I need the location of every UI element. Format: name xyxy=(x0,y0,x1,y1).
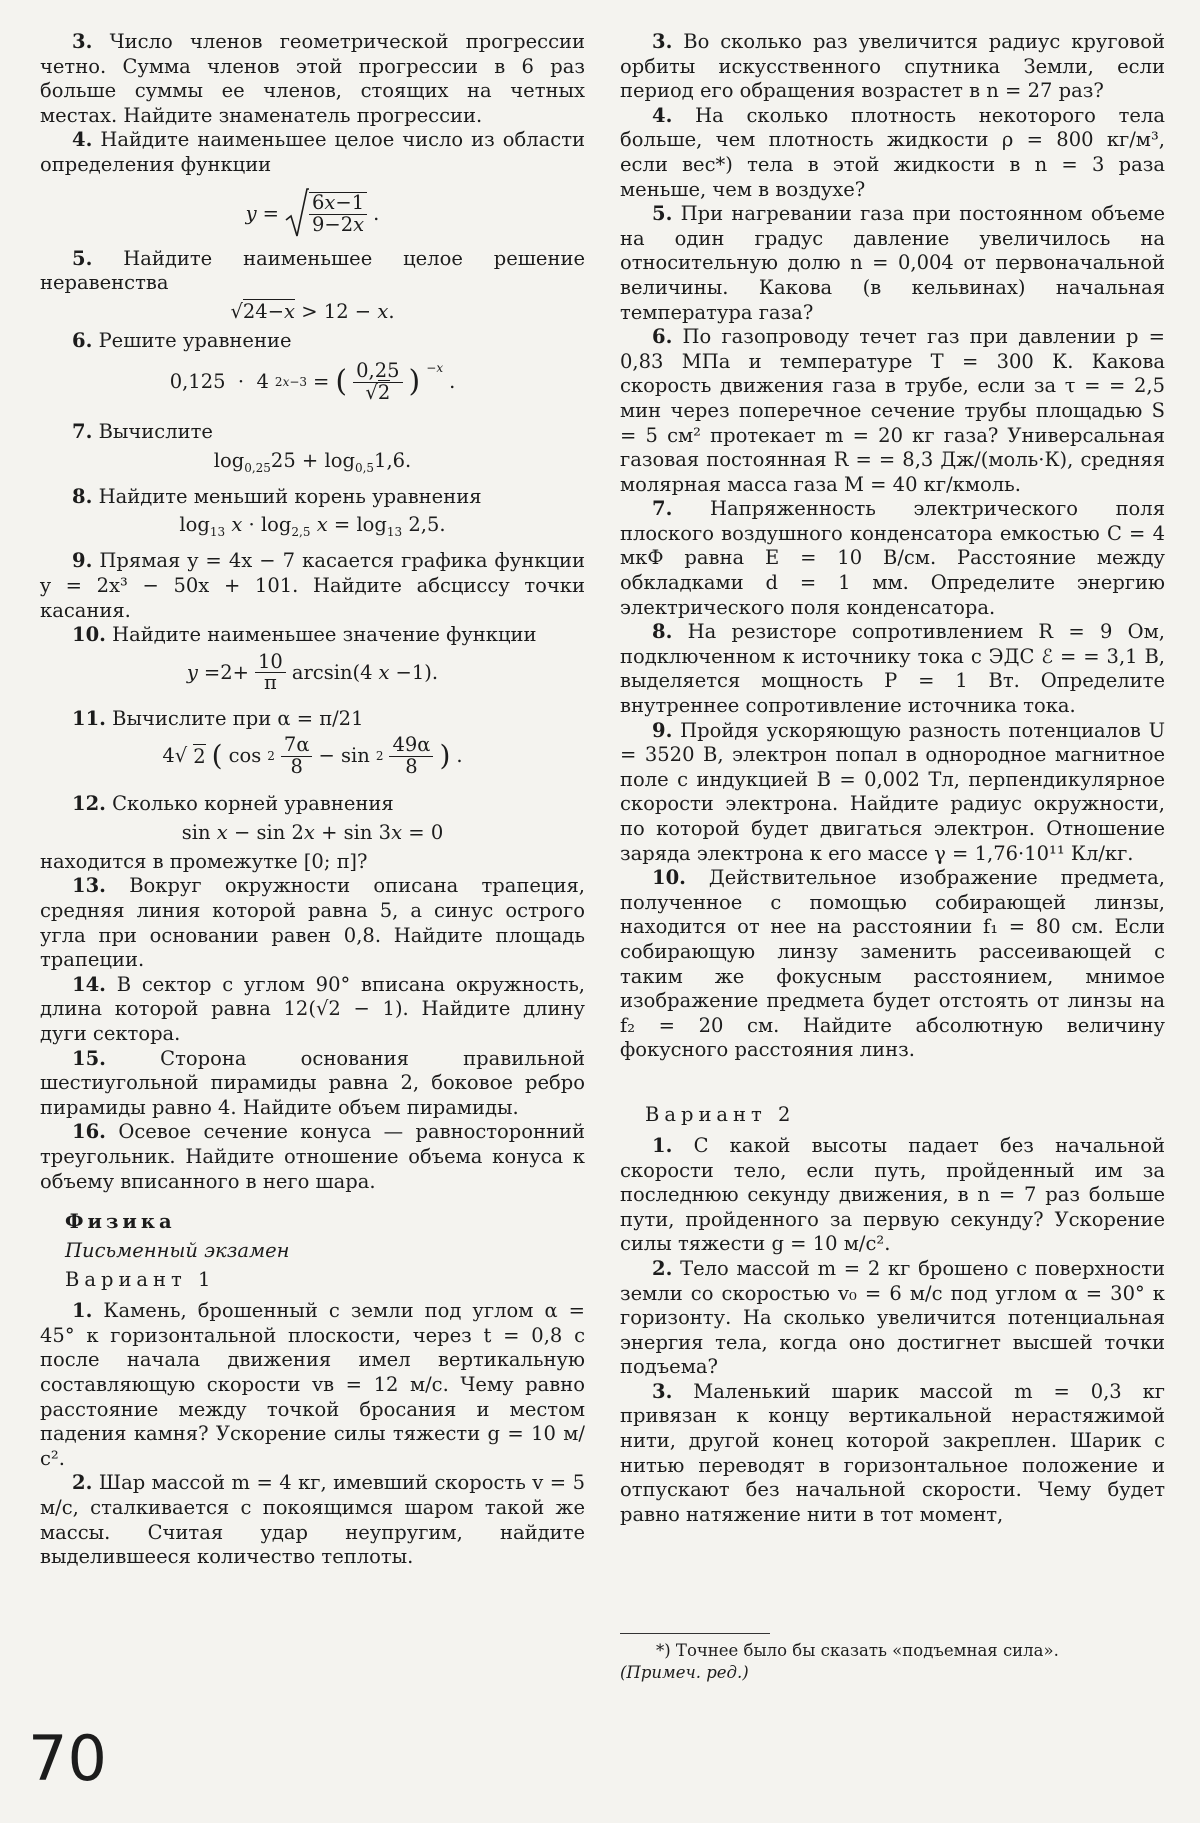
problem-15: 15. Сторона основания правильной шестиугольной пирамиды равна 2, боковое ребро пирамиды равно 4. Найдите объем пирамиды. xyxy=(40,1046,585,1119)
physics-problem-9: 9. Пройдя ускоряющую разность потенциалов U = 3520 В, электрон попал в однородное магнитное поле с индукцией B = 0,002 Тл, перпендикулярное скорости электрона. Найдите радиус окружности, по которой будет двигаться электрон. Отношение заряда электрона к его массе γ = 1,76·10¹¹ Кл/кг. xyxy=(620,718,1165,865)
footnote-text: *) Точнее было бы сказать «подъемная сила». xyxy=(656,1641,1059,1660)
footnote xyxy=(620,1640,1165,1684)
formula-7: $\log_{0,25}25 + \log_{0,5}1,6$. xyxy=(213,448,412,475)
radical-sign xyxy=(285,188,309,240)
formula-8: $\log_{13} x \cdot \log_{2,5} x = \log_{13} 2,5$. xyxy=(179,513,446,540)
physics-problem-6: 6. По газопроводу течет газ при давлении p = 0,83 МПа и температуре T = 300 К. Какова скорость движения газа в трубе, если за τ = = 2,5 мин через поперечное сечение трубы площадью S = 5 см² протекает m = 20 кг газа? Универсальная газовая постоянная R = = 8,3 Дж/(моль·К), средняя молярная масса газа M = 40 кг/кмоль. xyxy=(620,325,1166,496)
footnote-editor-note: (Примеч. ред.) xyxy=(620,1663,749,1682)
problem-5: 5. Найдите наименьшее целое решение неравенства xyxy=(40,246,585,295)
formula-6: 0,125 · 4 2x−3 = ( $\frac{0,25}{√2}$ ) $^{-x}$ . xyxy=(169,359,456,404)
v2-problem-3: 3. Маленький шарик массой m = 0,3 кг привязан к концу вертикальной нерастяжимой нити, другой конец которой закреплен. Шарик с нитью переводят в горизонтальное положение и отпускают без начальной скорости. Чему будет равно натяжение нити в тот момент, xyxy=(620,1379,1166,1526)
right-column xyxy=(620,30,1165,1527)
problem-11: 11. Вычислите при α = π/21 xyxy=(72,706,364,730)
footnote-rule xyxy=(620,1633,770,1634)
physics-problem-5: 5. При нагревании газа при постоянном объеме на один градус давление увеличилось на относительную долю n = 0,004 от первоначальной величины. Какова (в кельвинах) начальная температура газа? xyxy=(620,202,1165,324)
problem-10: 10. Найдите наименьшее значение функции xyxy=(72,623,537,647)
problem-12: 12. Сколько корней уравнения xyxy=(72,792,394,816)
physics-problem-2: 2. Шар массой m = 4 кг, имевший скорость v = 5 м/с, сталкивается с покоящимся шаром такой же массы. Считая удар неупругим, найдите выделившееся количество теплоты. xyxy=(40,1471,585,1569)
problem-7: 7. Вычислите xyxy=(72,420,213,444)
physics-problem-8: 8. На резисторе сопротивлением R = 9 Ом, подключенном к источнику тока с ЭДС ℰ = = 3,1 В, выделяется мощность P = 1 Вт. Определите внутреннее сопротивление источника тока. xyxy=(620,620,1165,718)
written-exam-heading: Письменный экзамен xyxy=(65,1239,290,1263)
problem-9: 9. Прямая y = 4x − 7 касается графика функции y = 2x³ − 50x + 101. Найдите абсциссу точки касания. xyxy=(40,549,585,622)
v2-problem-1: 1. С какой высоты падает без начальной скорости тело, если путь, пройденный им за последнюю секунду движения, в n = 7 раз больше пути, пройденного за первую секунду? Ускорение силы тяжести g = 10 м/с². xyxy=(620,1133,1166,1256)
problem-8: 8. Найдите меньший корень уравнения xyxy=(72,484,482,508)
problem-3: 3. Число членов геометрической прогрессии четно. Сумма членов этой прогрессии в 6 раз больше суммы ее членов, стоящих на четных местах. Найдите знаменатель прогрессии. xyxy=(40,30,585,127)
variant-1-heading: Вариант 1 xyxy=(65,1268,216,1292)
problem-6: 6. Решите уравнение xyxy=(72,328,292,352)
v2-problem-2: 2. Тело массой m = 2 кг брошено с поверхности земли со скоростью v₀ = 6 м/с под углом α = 30° к горизонту. На сколько увеличится потенциальная энергия тела, когда оно достигнет высшей точки подъема? xyxy=(620,1256,1166,1379)
formula-4: y = $\frac{6x-1}{9-2x}$ . xyxy=(40,182,585,242)
physics-problem-10: 10. Действительное изображение предмета, полученное с помощью собирающей линзы, находится от нее на расстоянии f₁ = 80 см. Если собирающую линзу заменить рассеивающей с таким же фокусным расстоянием, мнимое изображение предмета будет отстоять от линзы на f₂ = 20 см. Найдите абсолютную величину фокусного расстояния линз. xyxy=(620,866,1165,1062)
physics-problem-1: 1. Камень, брошенный с земли под углом α = 45° к горизонтальной плоскости, через t = 0,8 с после начала движения имел вертикальную составляющую скорости vв = 12 м/с. Чему равно расстояние между точкой бросания и местом падения камня? Ускорение силы тяжести g = 10 м/с². xyxy=(40,1299,585,1470)
problem-4: 4. Найдите наименьшее целое число из области определения функции xyxy=(40,128,586,176)
problem-13: 13. Вокруг окружности описана трапеция, средняя линия которой равна 5, а синус острого угла при основании равен 0,8. Найдите площадь трапеции. xyxy=(40,874,585,972)
problem-16: 16. Осевое сечение конуса — равносторонний треугольник. Найдите отношение объема конуса к объему вписанного в него шара. xyxy=(40,1120,585,1193)
formula-11: 4√ 2 ( cos 2 $\frac{7\alpha}{8}$ − sin 2 $\frac{49\alpha}{8}$ ) . xyxy=(162,733,463,778)
physics-problem-3: 3. Во сколько раз увеличится радиус круговой орбиты искусственного спутника Земли, если период его обращения возрастет в n = 27 раз? xyxy=(620,30,1166,103)
physics-problem-7: 7. Напряженность электрического поля плоского воздушного конденсатора емкостью C = 4 мкФ равна E = 10 В/см. Расстояние между обкладками d = 1 мм. Определите энергию электрического поля конденсатора. xyxy=(620,497,1165,619)
page-number: 70 xyxy=(28,1722,107,1795)
physics-problem-4: 4. На сколько плотность некоторого тела больше, чем плотность жидкости ρ = 800 кг/м³, если вес*) тела в этой жидкости в n = 3 раза меньше, чем в воздухе? xyxy=(620,103,1165,201)
formula-10: y =2+ $\frac{10}{\pi}$ arcsin(4 x −1). xyxy=(186,649,439,695)
formula-12: sin x − sin 2x + sin 3x = 0 xyxy=(181,820,444,844)
problem-14: 14. В сектор с углом 90° вписана окружность, длина которой равна 12(√2 − 1). Найдите длину дуги сектора. xyxy=(40,972,586,1046)
problem-12-tail: находится в промежутке [0; π]? xyxy=(40,849,368,873)
variant-2-heading: Вариант 2 xyxy=(645,1102,796,1126)
formula-5: √24−x > 12 − x. xyxy=(230,299,395,323)
left-column xyxy=(40,30,585,1570)
physics-heading: Физика xyxy=(65,1210,176,1234)
